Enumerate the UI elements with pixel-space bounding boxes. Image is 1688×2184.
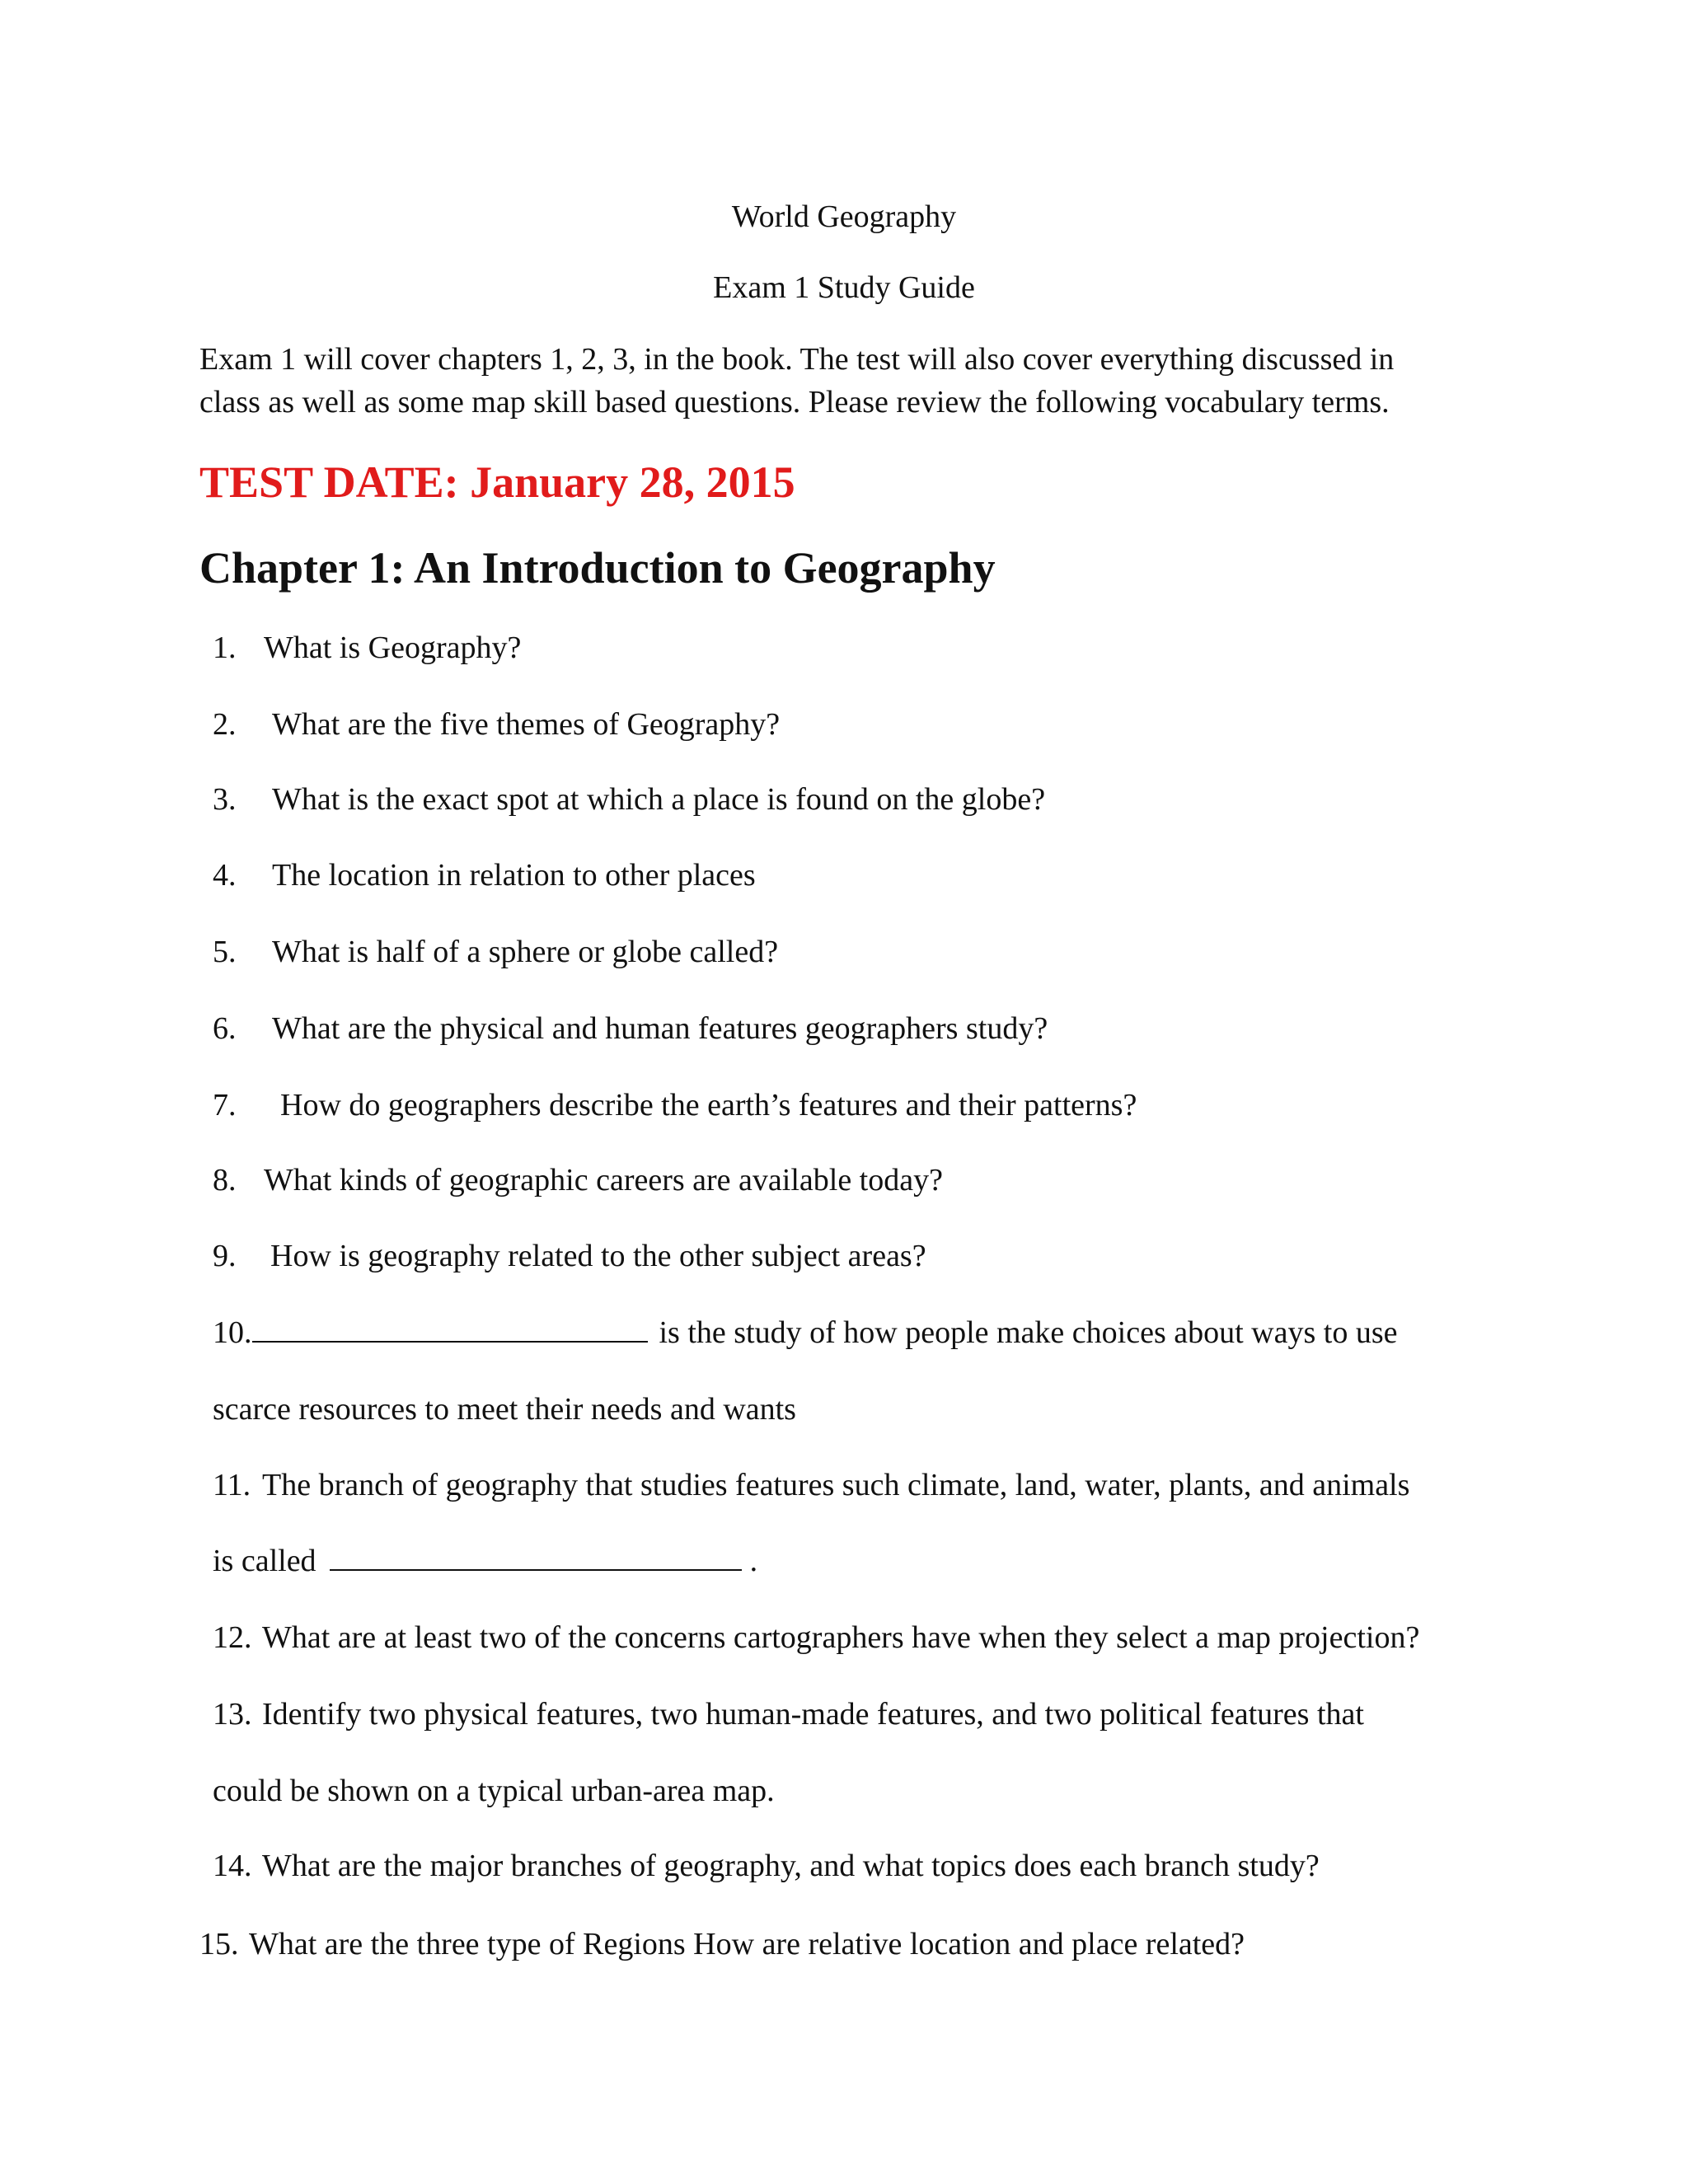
question-text: What are the five themes of Geography?: [272, 707, 781, 742]
question-number: 9.: [213, 1239, 237, 1273]
question-text: What kinds of geographic careers are available today?: [264, 1163, 943, 1197]
intro-line-2: class as well as some map skill based questions. Please review the following vocabulary terms.: [199, 385, 1390, 419]
course-title: World Geography: [731, 199, 957, 234]
guide-title: Exam 1 Study Guide: [713, 270, 975, 305]
question-11-continued: [213, 1541, 757, 1581]
question-text: What is the exact spot at which a place is found on the globe?: [272, 782, 1046, 817]
question-5: [213, 932, 778, 972]
question-text: Identify two physical features, two human-made features, and two political features that: [262, 1697, 1364, 1732]
question-7: [213, 1085, 1137, 1125]
question-13-continued: could be shown on a typical urban-area map.: [213, 1774, 775, 1808]
question-9: [213, 1236, 926, 1276]
question-4: [213, 855, 756, 895]
question-number: 5.: [213, 935, 237, 969]
question-6: [213, 1009, 1048, 1048]
question-number: 7.: [213, 1088, 237, 1122]
test-date: TEST DATE: January 28, 2015: [199, 457, 795, 507]
question-10: [213, 1313, 1397, 1352]
question-number: 12.: [213, 1620, 252, 1655]
question-text: What are the three type of Regions How are relative location and place related?: [249, 1927, 1245, 1961]
question-number: 15.: [199, 1927, 239, 1961]
question-3: [213, 780, 1045, 819]
question-number: 10.: [213, 1315, 252, 1350]
question-number: 13.: [213, 1697, 252, 1732]
question-12: [213, 1618, 1419, 1657]
intro-line-1: Exam 1 will cover chapters 1, 2, 3, in the book. The test will also cover everything discussed in: [199, 342, 1395, 377]
question-number: 1.: [213, 630, 237, 665]
question-number: 3.: [213, 782, 237, 817]
question-number: 4.: [213, 858, 237, 893]
chapter-heading: Chapter 1: An Introduction to Geography: [199, 543, 996, 593]
question-number: 2.: [213, 707, 237, 742]
question-text: The branch of geography that studies features such climate, land, water, plants, and animals: [262, 1468, 1410, 1502]
question-11: [213, 1465, 1409, 1505]
question-text-cont: is called: [213, 1544, 316, 1578]
answer-blank: [330, 1541, 742, 1571]
question-text: The location in relation to other places: [272, 858, 756, 893]
question-14: [213, 1846, 1320, 1886]
question-text: What are the major branches of geography, and what topics does each branch study?: [262, 1849, 1320, 1883]
answer-blank: [252, 1313, 648, 1343]
intro-paragraph: [199, 338, 1485, 424]
question-15: [199, 1924, 1245, 1964]
question-text: How is geography related to the other subject areas?: [270, 1239, 926, 1273]
question-text: How do geographers describe the earth’s features and their patterns?: [280, 1088, 1137, 1122]
question-number: 11.: [213, 1468, 251, 1502]
question-text: What are the physical and human features geographers study?: [272, 1011, 1048, 1046]
question-13: [213, 1694, 1364, 1734]
question-text: What are at least two of the concerns cartographers have when they select a map projection?: [262, 1620, 1420, 1655]
question-number: 14.: [213, 1849, 252, 1883]
question-1: [213, 628, 521, 668]
question-number: 6.: [213, 1011, 237, 1046]
question-10-continued: scarce resources to meet their needs and wants: [213, 1392, 796, 1427]
question-text: What is half of a sphere or globe called?: [272, 935, 779, 969]
question-text: is the study of how people make choices about ways to use: [659, 1315, 1398, 1350]
question-8: [213, 1160, 943, 1200]
question-text: What is Geography?: [264, 630, 522, 665]
question-2: [213, 705, 780, 744]
question-number: 8.: [213, 1163, 237, 1197]
question-text-end: .: [749, 1544, 758, 1578]
